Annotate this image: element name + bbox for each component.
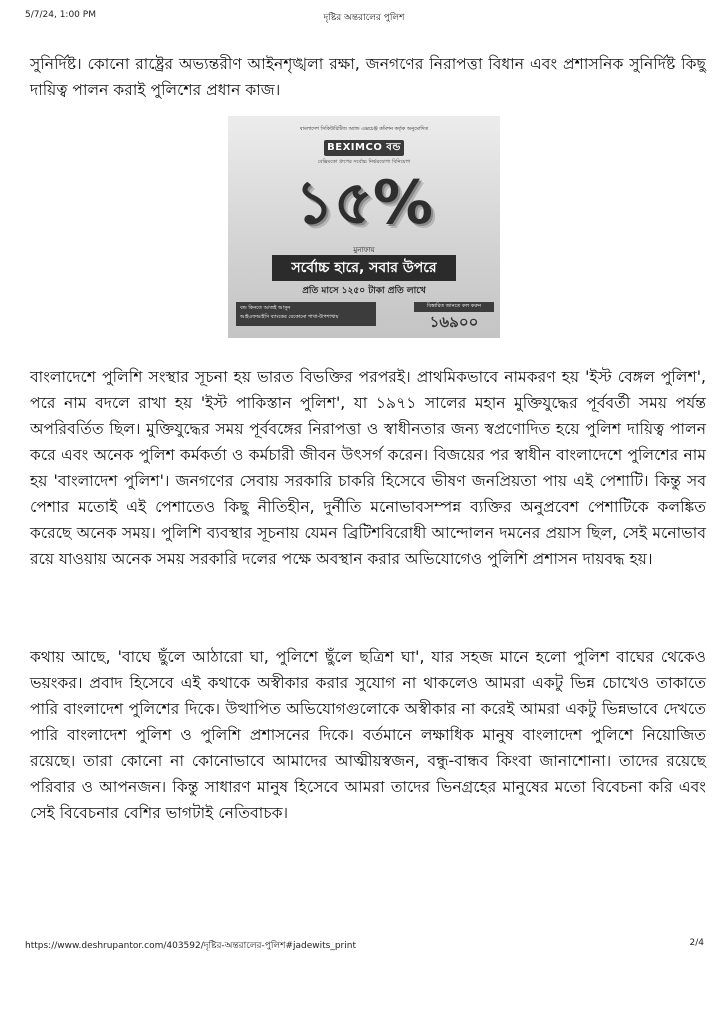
advertisement-banner[interactable] (228, 116, 500, 338)
print-datetime: 5/7/24, 1:00 PM (25, 10, 96, 20)
ad-big-percentage: ১৫% (295, 168, 433, 238)
ad-branch-box (236, 302, 376, 326)
footer-url[interactable]: https://www.deshrupantor.com/403592/দৃষ্টির-অন্তরালের-পুলিশ#jadewits_print (25, 941, 356, 951)
ad-top-line: বাংলাদেশ সিকিউরিটিজ অ্যান্ড এক্সচেঞ্জ কমিশন কর্তৃক অনুমোদিত (299, 126, 429, 132)
ad-brand-logo: BEXIMCO বন্ড (324, 140, 404, 156)
article-paragraph-1: সুনির্দিষ্ট। কোনো রাষ্ট্রের অভ্যন্তরীণ আইনশৃঙ্খলা রক্ষা, জনগণের নিরাপত্তা বিধান এবং প্রশাসনিক সুনির্দিষ্ট কিছু দায়িত্ব পালন করাই পুলিশের প্রধান কাজ। (30, 54, 706, 99)
page-number: 2/4 (689, 938, 704, 948)
ad-branch-line-1: বন্ড কিনতে আজই আসুন (240, 305, 291, 311)
ad-branch-line-2: আইএফআইসি ব্যাংকের যেকোনো শাখা-উপশাখায় (240, 314, 339, 320)
article-paragraph-3: কথায় আছে, 'বাঘে ছুঁলে আঠারো ঘা, পুলিশে ছুঁলে ছত্রিশ ঘা', যার সহজ মানে হলো পুলিশ বাঘের থেকেও ভয়ংকর। প্রবাদ হিসেবে এই কথাকে অস্বীকার করার সুযোগ না থাকলেও আমরা একটু ভিন্ন চোখেও তাকাতে পারি বাংলাদেশ পুলিশের দিকে। উত্থাপিত অভিযোগগুলোকে অস্বীকার না করেই আমরা একটু ভিন্নভাবে দেখতে পারি বাংলাদেশ পুলিশ ও পুলিশি প্রশাসনের দিকে। বর্তমানে লক্ষাধিক মানুষ বাংলাদেশ পুলিশে নিয়োজিত রয়েছে। তারা কোনো না কোনোভাবে আমাদের আত্মীয়স্বজন, বন্ধু-বান্ধব কিংবা জানাশোনা। তাদের রয়েছে পরিবার ও আপনজন। কিন্তু সাধারণ মানুষ হিসেবে আমরা তাদের ভিনগ্রহের মানুষের মতো বিবেচনা করি এবং সেই বিবেচনার বেশির ভাগটাই নেতিবাচক। (30, 647, 706, 822)
ad-hotline-box (414, 302, 494, 332)
ad-hotline-label: বিস্তারিত জানতে কল করুন (414, 302, 494, 312)
ad-tagline: বেক্সিমকো গ্রুপের সর্বোচ্চ নির্ভরযোগ্য বিনিয়োগ (317, 159, 411, 165)
ad-profit-label: মুনাফায় (353, 246, 375, 254)
ad-subline: প্রতি মাসে ১২৫০ টাকা প্রতি লাখে (302, 286, 426, 296)
ad-headline: সর্বোচ্চ হারে, সবার উপরে (272, 255, 456, 281)
page-title: দৃষ্টির অন্তরালের পুলিশ (323, 13, 405, 23)
ad-hotline-number: ১৬৯০০ (429, 313, 479, 331)
article-paragraph-2: বাংলাদেশে পুলিশি সংস্থার সূচনা হয় ভারত বিভক্তির পরপরই। প্রাথমিকভাবে নামকরণ হয় 'ইস্ট বেঙ্গল পুলিশ', পরে নাম বদলে রাখা হয় 'ইস্ট পাকিস্তান পুলিশ', যা ১৯৭১ সালের মহান মুক্তিযুদ্ধের পূর্ববর্তী সময় পর্যন্ত অপরিবর্তিত ছিল। মুক্তিযুদ্ধের সময় পূর্ববঙ্গের নিরাপত্তা ও স্বাধীনতার জন্য স্বপ্রণোদিত হয়ে পুলিশ দায়িত্ব পালন করে এবং অনেক পুলিশ কর্মকর্তা ও কর্মচারী জীবন উৎসর্গ করেন। বিজয়ের পর স্বাধীন বাংলাদেশে পুলিশের নাম হয় 'বাংলাদেশ পুলিশ'। জনগণের সেবায় সরকারি চাকরি হিসেবে ভীষণ জনপ্রিয়তা পায় এই পেশাটি। কিন্তু সব পেশার মতোই এই পেশাতেও কিছু নীতিহীন, দুর্নীতি মনোভাবসম্পন্ন ব্যক্তির অনুপ্রবেশ পেশাটিকে কলঙ্কিত করেছে অনেক সময়। পুলিশি ব্যবস্থার সূচনায় যেমন ব্রিটিশবিরোধী আন্দোলন দমনের প্রয়াস ছিল, সেই মনোভাব রয়ে যাওয়ায় অনেক সময় সরকারি দলের পক্ষে অবস্থান করার অভিযোগেও পুলিশি প্রশাসন দায়বদ্ধ হয়। (30, 367, 706, 568)
